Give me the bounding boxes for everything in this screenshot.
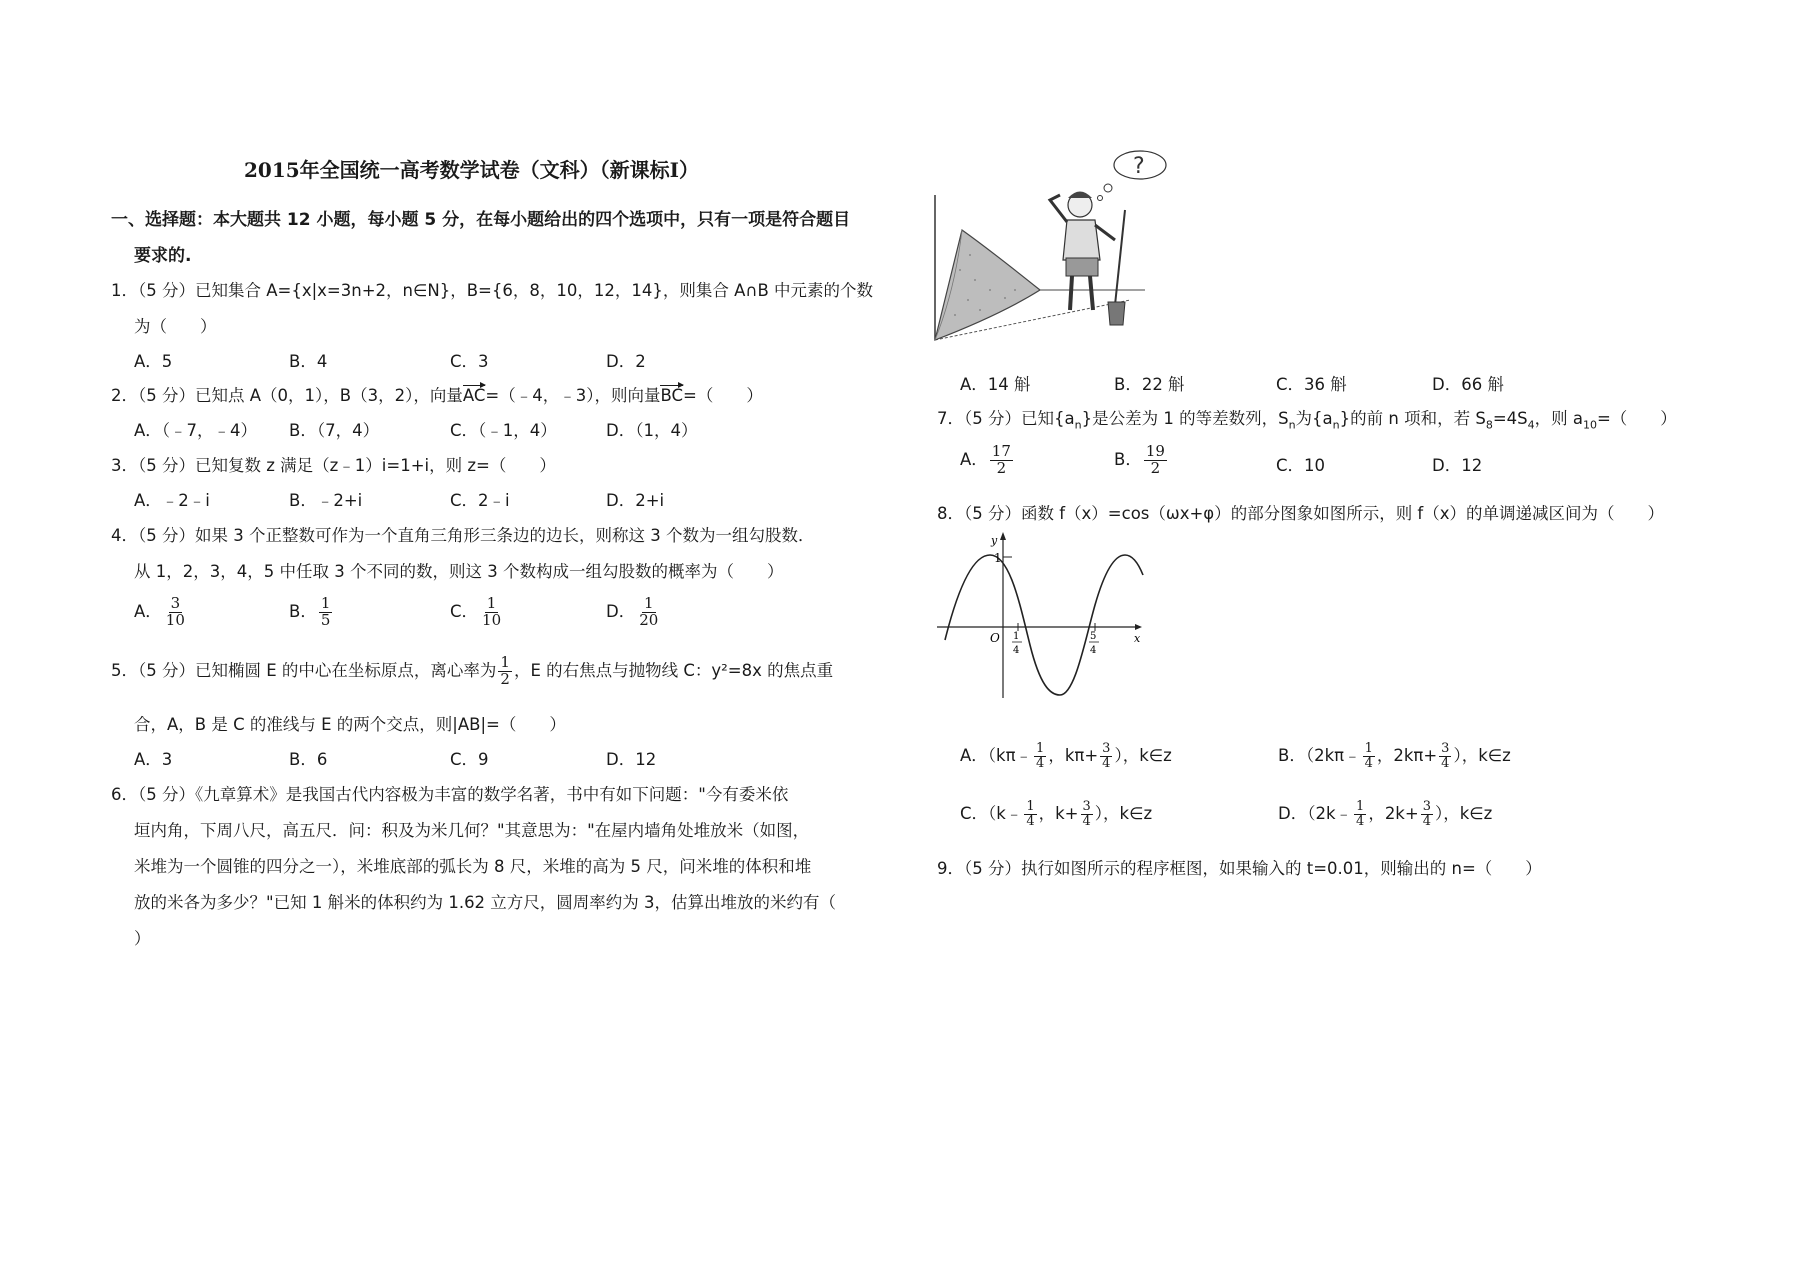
fraction-numerator: 1 bbox=[500, 653, 510, 671]
q7-option-a bbox=[960, 444, 1015, 477]
fraction-denominator: 4 bbox=[1082, 814, 1091, 829]
q8-option-a-label: A． bbox=[960, 746, 988, 765]
q6-option-d: D．66 斛 bbox=[1432, 375, 1504, 394]
fraction-numerator: 1 bbox=[486, 594, 497, 612]
tick-quarter-numerator: 1 bbox=[1013, 631, 1020, 642]
q7-text-part: 为{a bbox=[1295, 409, 1333, 428]
vector-bc: BC bbox=[660, 386, 684, 405]
fraction-numerator: 1 bbox=[1356, 799, 1365, 815]
q6-text-line1: 6．（5 分）《九章算术》是我国古代内容极为丰富的数学名著，书中有如下问题："今有委米依 bbox=[111, 785, 789, 804]
q8-option-a-text: ，kπ+ bbox=[1048, 746, 1099, 765]
q7-option-c: C．10 bbox=[1276, 456, 1326, 475]
q4-text-line1: 4．（5 分）如果 3 个正整数可作为一个直角三角形三条边的边长，则称这 3 个数为一组勾股数． bbox=[111, 526, 815, 545]
q5-text-prefix: 5．（5 分）已知椭圆 E 的中心在坐标原点，离心率为 bbox=[111, 660, 497, 680]
q4-text-line2: 从 1，2，3，4，5 中任取 3 个不同的数，则这 3 个数构成一组勾股数的概率为（ ） bbox=[134, 562, 784, 581]
q3-option-a: A．﹣2﹣i bbox=[134, 491, 210, 510]
q7-subscript: 8 bbox=[1485, 418, 1493, 432]
q6-option-c: C．36 斛 bbox=[1276, 375, 1347, 394]
q2-text bbox=[111, 382, 763, 406]
fraction-numerator: 3 bbox=[1102, 741, 1111, 757]
q3-option-c: C．2﹣i bbox=[450, 491, 510, 510]
q5-option-d: D．12 bbox=[606, 750, 657, 769]
page-title: 2015年全国统一高考数学试卷（文科）（新课标I） bbox=[244, 158, 700, 182]
q1-option-d: D．2 bbox=[606, 352, 646, 371]
fraction bbox=[1081, 800, 1093, 828]
tick-five-quarters-numerator: 5 bbox=[1090, 631, 1097, 642]
q4-option-d bbox=[606, 596, 662, 629]
x-axis-arrow-icon bbox=[1135, 624, 1142, 630]
q7-option-a-label: A． bbox=[960, 449, 988, 469]
q8-option-c bbox=[960, 800, 1152, 829]
q7-option-a-fraction bbox=[990, 444, 1013, 477]
cosine-graph bbox=[935, 530, 1145, 700]
q8-option-a bbox=[960, 742, 1172, 771]
q1-text-line2: 为（ ） bbox=[134, 317, 217, 336]
q8-option-b-text: （2kπ﹣ bbox=[1305, 746, 1361, 765]
q2-option-d: D．（1，4） bbox=[606, 421, 698, 440]
fraction-denominator: 4 bbox=[1364, 756, 1373, 771]
q5-eccentricity-fraction bbox=[498, 655, 512, 688]
max-value-label: 1 bbox=[994, 551, 1002, 565]
q1-text-line1: 1．（5 分）已知集合 A={x|x=3n+2，n∈N}，B={6，8，10，12，14}，则集合 A∩B 中元素的个数 bbox=[111, 281, 874, 300]
fraction-numerator: 3 bbox=[170, 594, 181, 612]
fraction bbox=[1363, 742, 1375, 770]
q8-option-a-text: （kπ﹣ bbox=[987, 746, 1033, 765]
q7-text bbox=[937, 405, 1677, 431]
svg-text:?: ? bbox=[1133, 154, 1145, 179]
q5-text-suffix: ，E 的右焦点与抛物线 C：y²=8x 的焦点重 bbox=[513, 660, 834, 680]
fraction-numerator: 17 bbox=[991, 442, 1011, 460]
fraction bbox=[1100, 742, 1112, 770]
q4-option-b-fraction bbox=[319, 596, 333, 629]
q5-option-c: C．9 bbox=[450, 750, 489, 769]
q4-option-b-label: B． bbox=[289, 601, 317, 621]
q4-option-c-label: C． bbox=[450, 601, 479, 621]
q3-option-b: B．﹣2+i bbox=[289, 491, 363, 510]
q4-option-d-label: D． bbox=[606, 601, 636, 621]
q4-option-a bbox=[134, 596, 189, 629]
q6-text-line4: 放的米各为多少？"已知 1 斛米的体积约为 1.62 立方尺，圆周率约为 3，估算出堆放的米约有（ bbox=[134, 893, 837, 912]
q5-text-line2: 合，A，B 是 C 的准线与 E 的两个交点，则|AB|=（ ） bbox=[134, 715, 566, 734]
q8-option-b-label: B． bbox=[1278, 746, 1306, 765]
fraction bbox=[1439, 742, 1451, 770]
fraction bbox=[1034, 742, 1046, 770]
q7-subscript: n bbox=[1288, 418, 1296, 432]
section-header-line2: 要求的. bbox=[134, 246, 192, 266]
fraction-numerator: 1 bbox=[1026, 799, 1035, 815]
fraction-numerator: 19 bbox=[1145, 442, 1165, 460]
y-axis-arrow-icon bbox=[1000, 532, 1006, 540]
fraction-numerator: 1 bbox=[320, 594, 331, 612]
q8-option-d bbox=[1278, 800, 1492, 829]
q8-option-c-text: （k﹣ bbox=[988, 804, 1023, 823]
q6-option-b: B．22 斛 bbox=[1114, 375, 1185, 394]
q1-option-a: A．5 bbox=[134, 352, 173, 371]
q1-option-b: B．4 bbox=[289, 352, 328, 371]
q5-text-line1 bbox=[111, 655, 833, 688]
q7-text-part: =（ ） bbox=[1596, 409, 1677, 428]
q4-option-c-fraction bbox=[480, 596, 503, 629]
q4-option-d-fraction bbox=[637, 596, 660, 629]
fraction-numerator: 1 bbox=[1364, 741, 1373, 757]
q7-subscript: 10 bbox=[1582, 418, 1597, 432]
fraction-denominator: 4 bbox=[1422, 814, 1431, 829]
q2-option-b: B．（7，4） bbox=[289, 421, 380, 440]
q4-option-b bbox=[289, 596, 334, 629]
q7-text-part: }的前 n 项和，若 S bbox=[1339, 409, 1486, 428]
fraction bbox=[1354, 800, 1366, 828]
q7-option-d: D．12 bbox=[1432, 456, 1483, 475]
q8-option-d-label: D． bbox=[1278, 804, 1308, 823]
rice-pile-illustration bbox=[930, 140, 1170, 350]
x-axis-label: x bbox=[1134, 632, 1141, 645]
fraction-denominator: 5 bbox=[320, 610, 331, 629]
fraction bbox=[1421, 800, 1433, 828]
q7-text-part: =4S bbox=[1492, 409, 1528, 428]
q7-option-b-label: B． bbox=[1114, 449, 1142, 469]
q5-option-b: B．6 bbox=[289, 750, 328, 769]
q7-text-part: }是公差为 1 的等差数列，S bbox=[1081, 409, 1289, 428]
q8-option-b bbox=[1278, 742, 1511, 771]
tick-five-quarters-denominator: 4 bbox=[1090, 645, 1097, 656]
vector-ac: AC bbox=[462, 386, 486, 405]
fraction-denominator: 2 bbox=[996, 458, 1007, 477]
fraction-denominator: 4 bbox=[1356, 814, 1365, 829]
y-axis-label: y bbox=[991, 534, 998, 547]
q6-text-line3: 米堆为一个圆锥的四分之一），米堆底部的弧长为 8 尺，米堆的高为 5 尺，问米堆的体积和堆 bbox=[134, 857, 812, 876]
q3-option-d: D．2+i bbox=[606, 491, 665, 510]
fraction-denominator: 10 bbox=[165, 610, 185, 629]
q4-option-a-label: A． bbox=[134, 601, 162, 621]
q9-text: 9．（5 分）执行如图所示的程序框图，如果输入的 t=0.01，则输出的 n=（ ） bbox=[937, 859, 1542, 878]
q7-text-part: ，则 a bbox=[1534, 409, 1583, 428]
fraction-denominator: 2 bbox=[1150, 458, 1161, 477]
tick-quarter-denominator: 4 bbox=[1013, 645, 1020, 656]
q2-option-c: C．（﹣1，4） bbox=[450, 421, 557, 440]
q6-text-line2: 垣内角，下周八尺，高五尺．问：积及为米几何？"其意思为："在屋内墙角处堆放米（如图， bbox=[134, 821, 810, 840]
q5-option-a: A．3 bbox=[134, 750, 173, 769]
q2-text-prefix: 2．（5 分）已知点 A（0，1），B（3，2），向量 bbox=[111, 386, 463, 405]
q6-option-a: A．14 斛 bbox=[960, 375, 1031, 394]
fraction-numerator: 1 bbox=[643, 594, 654, 612]
fraction-numerator: 3 bbox=[1422, 799, 1431, 815]
q8-option-c-label: C． bbox=[960, 804, 989, 823]
q8-text: 8．（5 分）函数 f（x）=cos（ωx+φ）的部分图象如图所示，则 f（x）的单调递减区间为（ ） bbox=[937, 504, 1665, 523]
q8-option-d-text: （2k﹣ bbox=[1307, 804, 1353, 823]
q7-text-part: 7．（5 分）已知{a bbox=[937, 409, 1075, 428]
q7-subscript: n bbox=[1332, 418, 1340, 432]
fraction-denominator: 4 bbox=[1026, 814, 1035, 829]
fraction bbox=[1024, 800, 1036, 828]
q8-option-a-text: ），k∈z bbox=[1114, 746, 1172, 765]
q8-option-d-text: ），k∈z bbox=[1434, 804, 1493, 823]
section-header-line1: 一、选择题：本大题共 12 小题，每小题 5 分，在每小题给出的四个选项中，只有一项是符合题目 bbox=[111, 210, 851, 230]
q2-option-a: A．（﹣7，﹣4） bbox=[134, 421, 258, 440]
fraction-numerator: 3 bbox=[1441, 741, 1450, 757]
q7-option-b-fraction bbox=[1144, 444, 1167, 477]
fraction-denominator: 4 bbox=[1441, 756, 1450, 771]
fraction-numerator: 3 bbox=[1082, 799, 1091, 815]
q8-option-b-text: ），k∈z bbox=[1453, 746, 1511, 765]
fraction-denominator: 20 bbox=[639, 610, 659, 629]
q4-option-c bbox=[450, 596, 505, 629]
q2-text-mid: =（﹣4，﹣3），则向量 bbox=[485, 386, 661, 405]
cosine-curve bbox=[945, 555, 1143, 695]
fraction-numerator: 1 bbox=[1036, 741, 1045, 757]
q6-text-line5: ） bbox=[134, 929, 151, 948]
fraction-denominator: 10 bbox=[482, 610, 502, 629]
fraction-denominator: 4 bbox=[1036, 756, 1045, 771]
q4-option-a-fraction bbox=[164, 596, 187, 629]
origin-label: O bbox=[990, 631, 1000, 645]
fraction-denominator: 2 bbox=[500, 669, 510, 688]
q7-subscript: 4 bbox=[1527, 418, 1535, 432]
q8-option-c-text: ，k+ bbox=[1038, 804, 1079, 823]
q7-option-b bbox=[1114, 444, 1169, 477]
q3-text: 3．（5 分）已知复数 z 满足（z﹣1）i=1+i，则 z=（ ） bbox=[111, 456, 556, 475]
q8-option-c-text: ），k∈z bbox=[1094, 804, 1153, 823]
q8-option-b-text: ，2kπ+ bbox=[1376, 746, 1438, 765]
q8-option-d-text: ，2k+ bbox=[1368, 804, 1419, 823]
fraction-denominator: 4 bbox=[1102, 756, 1111, 771]
q1-option-c: C．3 bbox=[450, 352, 489, 371]
q2-text-suffix: =（ ） bbox=[683, 386, 763, 405]
q7-subscript: n bbox=[1074, 418, 1082, 432]
